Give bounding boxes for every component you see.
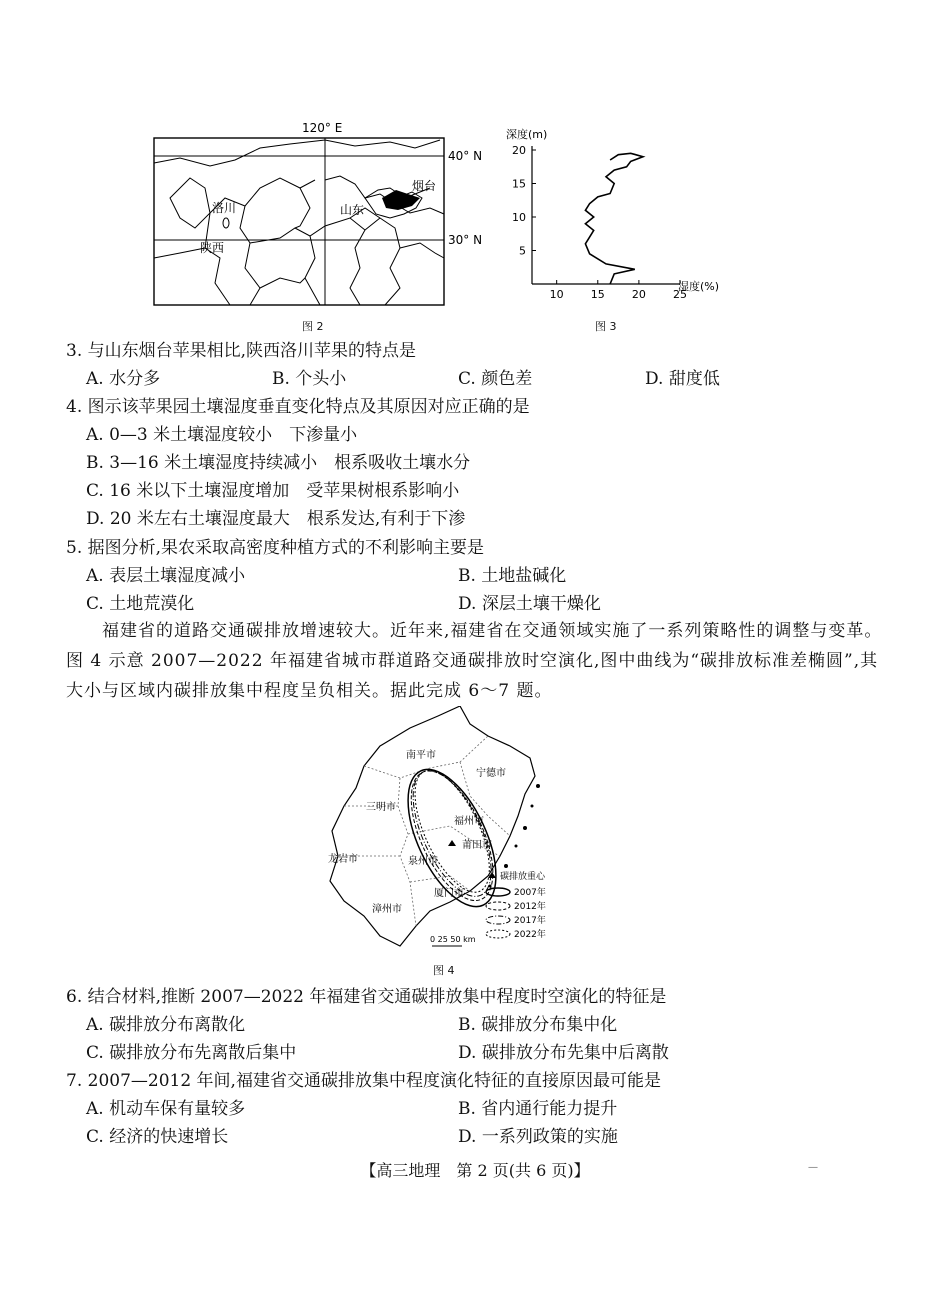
place-shandong: 山东: [340, 203, 365, 217]
q7-option-b: B. 省内通行能力提升: [458, 1099, 618, 1119]
legend-2007-icon: [486, 888, 510, 896]
lat30-label: 30° N: [448, 233, 483, 247]
legend: [486, 870, 546, 940]
city-nanping: 南平市: [406, 750, 436, 761]
map-svg: [150, 118, 510, 333]
corner-mark: —: [808, 1162, 818, 1173]
luochuan-marker: [223, 218, 229, 228]
fujian-map-svg: [320, 706, 580, 956]
q3-stem: 3. 与山东烟台苹果相比,陕西洛川苹果的特点是: [66, 341, 417, 361]
carbon-center-marker: [448, 840, 456, 846]
q4-stem: 4. 图示该苹果园土壤湿度垂直变化特点及其原因对应正确的是: [66, 397, 530, 417]
city-quanzhou: 泉州市: [408, 856, 438, 867]
y-tick-label: 5: [519, 244, 526, 258]
figure-3-caption: 图 3: [595, 320, 617, 333]
place-yantai: 烟台: [412, 179, 437, 193]
y-tick-label: 20: [512, 144, 526, 157]
legend-2017: 2017年: [514, 916, 546, 926]
q6-option-c: C. 碳排放分布先离散后集中: [86, 1043, 297, 1063]
place-shaanxi: 陕西: [200, 241, 225, 255]
y-tick-label: 10: [512, 211, 526, 224]
q4-option-c: C. 16 米以下土壤湿度增加 受苹果树根系影响小: [86, 481, 460, 501]
city-zhangzhou: 漳州市: [372, 904, 402, 915]
q7-option-d: D. 一系列政策的实施: [458, 1127, 618, 1147]
q6-option-b: B. 碳排放分布集中化: [458, 1015, 618, 1035]
y-axis-label: 深度(m): [506, 128, 548, 141]
q5-option-d: D. 深层土壤干燥化: [458, 594, 601, 614]
figure-4-map: [320, 706, 580, 956]
q6-stem: 6. 结合材料,推断 2007—2022 年福建省交通碳排放集中程度时空演化的特征是: [66, 987, 667, 1007]
legend-2012: 2012年: [514, 902, 546, 912]
legend-2012-icon: [486, 902, 510, 910]
q5-option-c: C. 土地荒漠化: [86, 594, 195, 614]
place-luochuan: 洛川: [212, 201, 237, 215]
x-tick-label: 10: [549, 288, 564, 301]
x-tick-label: 20: [631, 288, 646, 301]
legend-2007: 2007年: [514, 888, 546, 898]
q3-option-c: C. 颜色差: [458, 369, 533, 389]
legend-center: 碳排放重心: [500, 872, 546, 882]
q7-option-a: A. 机动车保有量较多: [86, 1099, 246, 1119]
city-putian: 莆田市: [462, 840, 492, 851]
q5-option-b: B. 土地盐碱化: [458, 566, 567, 586]
figure-2-map: [150, 118, 510, 333]
city-xiamen: 厦门市: [434, 888, 464, 899]
q6-option-d: D. 碳排放分布先集中后离散: [458, 1043, 669, 1063]
city-longyan: 龙岩市: [328, 854, 358, 865]
legend-2022: 2022年: [514, 930, 546, 940]
scale-label: 0 25 50 km: [430, 935, 476, 944]
legend-2017-icon: [486, 916, 510, 924]
q7-stem: 7. 2007—2012 年间,福建省交通碳排放集中程度演化特征的直接原因最可能是: [66, 1071, 661, 1091]
q7-option-c: C. 经济的快速增长: [86, 1127, 229, 1147]
city-sanming: 三明市: [366, 802, 396, 813]
x-tick-label: 15: [590, 288, 605, 301]
lat40-label: 40° N: [448, 149, 483, 163]
q5-stem: 5. 据图分析,果农采取高密度种植方式的不利影响主要是: [66, 538, 485, 558]
q3-option-a: A. 水分多: [86, 369, 161, 389]
q3-option-b: B. 个头小: [272, 369, 347, 389]
chart-svg: [500, 122, 740, 322]
lon-label: 120° E: [302, 121, 343, 135]
x-tick-label: 25: [673, 288, 687, 301]
city-ningde: 宁德市: [476, 768, 506, 779]
legend-2022-icon: [486, 930, 510, 938]
x-axis-label: 湿度(%): [678, 280, 720, 293]
y-tick-label: 15: [512, 177, 526, 191]
city-fuzhou: 福州市: [454, 816, 484, 827]
page-footer: 【高三地理 第 2 页(共 6 页)】: [360, 1161, 590, 1180]
humidity-curve: [585, 153, 643, 284]
q6-option-a: A. 碳排放分布离散化: [86, 1015, 246, 1035]
q4-option-b: B. 3—16 米土壤湿度持续减小 根系吸收土壤水分: [86, 453, 471, 473]
passage-text: 福建省的道路交通碳排放增速较大。近年来,福建省在交通领域实施了一系列策略性的调整与变革。图 4 示意 2007—2022 年福建省城市群道路交通碳排放时空演化,图中曲线为“碳排放标准差椭圆”,其大小与区域内碳排放集中程度呈负相关。据此完成 6～7 题。: [66, 621, 883, 701]
figure-3-chart: [500, 122, 740, 322]
figure-4-caption: 图 4: [433, 964, 455, 977]
q5-option-a: A. 表层土壤湿度减小: [86, 566, 246, 586]
figure-2-caption: 图 2: [302, 320, 324, 333]
q4-option-a: A. 0—3 米土壤湿度较小 下渗量小: [86, 425, 358, 445]
q4-option-d: D. 20 米左右土壤湿度最大 根系发达,有利于下渗: [86, 509, 466, 529]
q3-option-d: D. 甜度低: [645, 369, 720, 389]
fujian-outline: [330, 706, 535, 946]
